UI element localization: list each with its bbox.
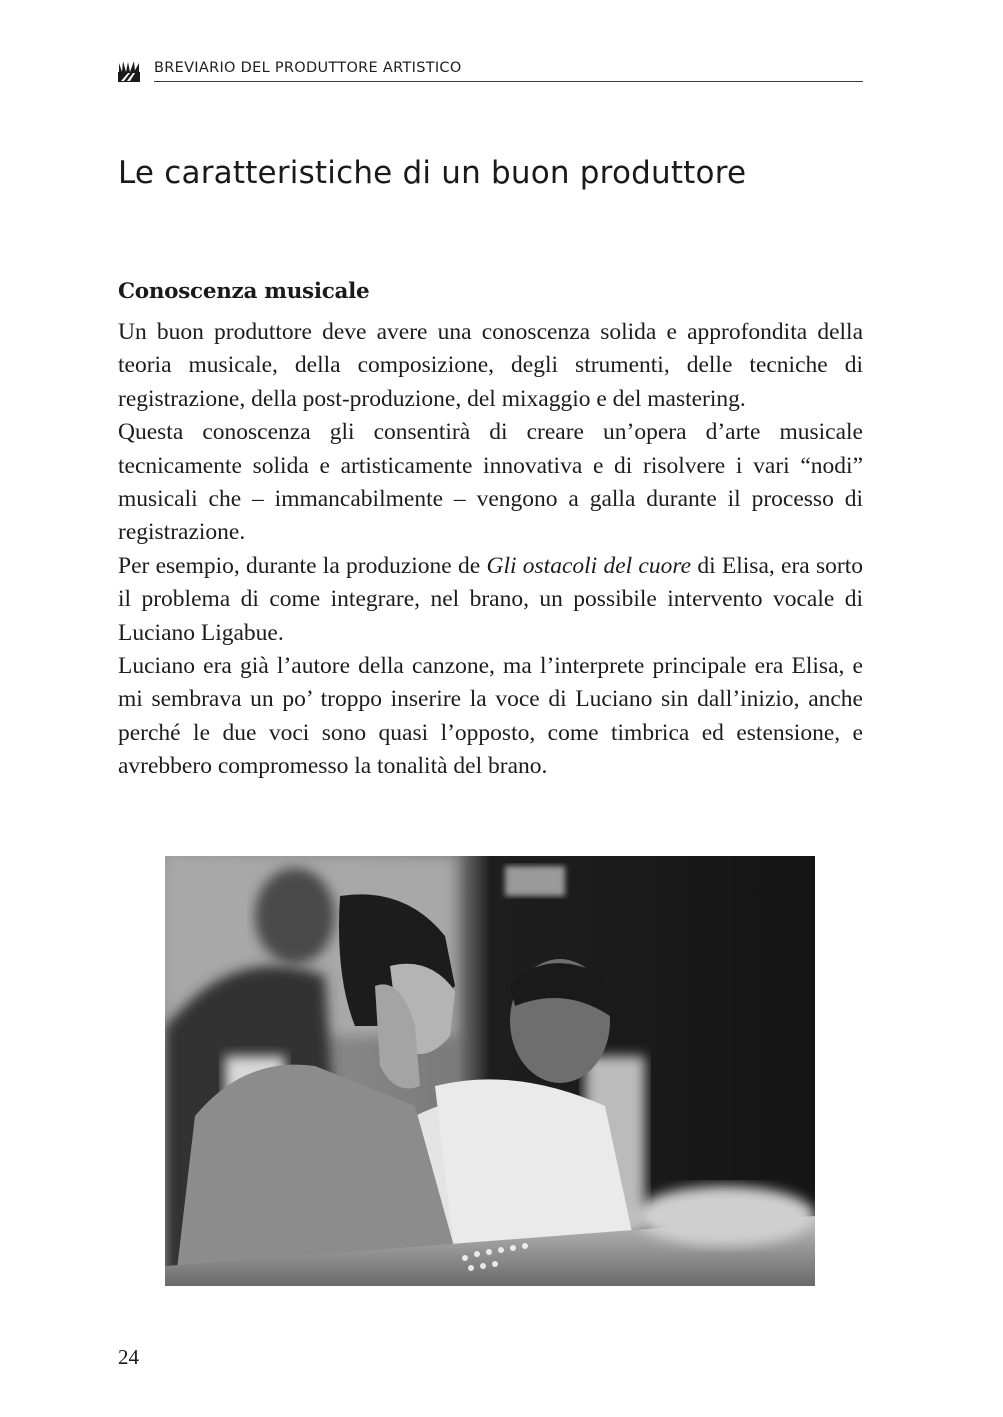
photo-illustration [165, 856, 815, 1286]
paragraph: Un buon produttore deve avere una conoscenza solida e approfondita della teoria musicale, della composizione, degli strumenti, delle tecniche di registrazione, della post-produzione, del mixaggio e del mastering. [118, 319, 863, 412]
chapter-title: Le caratteristiche di un buon produttore [118, 155, 747, 191]
song-title: Gli ostacoli del cuore [486, 552, 692, 579]
book-fan-logo-icon [118, 60, 140, 82]
section-heading: Conoscenza musicale [118, 279, 370, 304]
paragraph-text: Per esempio, durante la produzione de [118, 552, 487, 579]
paragraph: Questa conoscenza gli consentirà di creare un’opera d’arte musicale tecnicamente solida e artisticamente innovativa e di risolvere i vari “nodi” musicali che – immancabilmente – vengono a galla durante il processo di registrazione. [118, 419, 863, 546]
body-text [118, 316, 863, 784]
paragraph [118, 550, 863, 650]
paragraph-text: di Elisa, era sorto il problema di come integrare, nel brano, un possibile intervento vocale di Luciano Ligabue. [118, 552, 863, 646]
page-number: 24 [118, 1345, 139, 1369]
header-rule [154, 81, 863, 82]
studio-photo [165, 856, 815, 1286]
running-header [118, 58, 863, 84]
running-title: BREVIARIO DEL PRODUTTORE ARTISTICO [154, 60, 462, 76]
paragraph: Luciano era già l’autore della canzone, ma l’interprete principale era Elisa, e mi sembrava un po’ troppo inserire la voce di Luciano sin dall’inizio, anche perché le due voci sono quasi l’opposto, come timbrica ed estensione, e avrebbero compromesso la tonalità del brano. [118, 653, 863, 780]
